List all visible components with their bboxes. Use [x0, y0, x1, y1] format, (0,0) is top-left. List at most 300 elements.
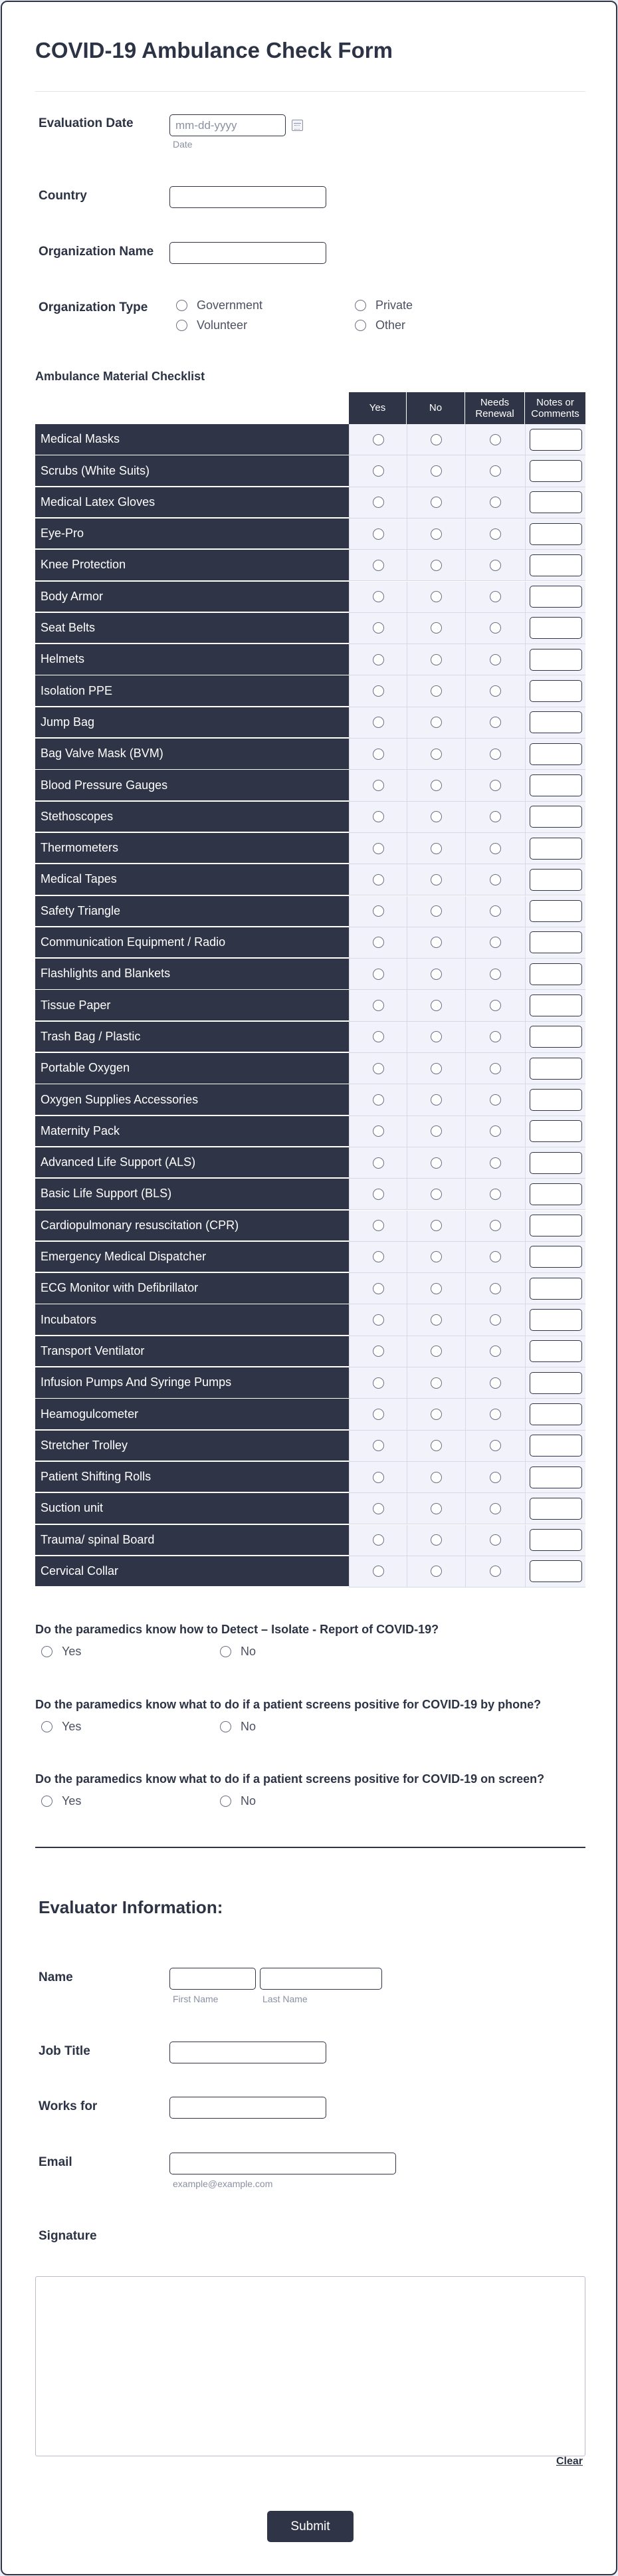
matrix-cell: [349, 1367, 407, 1399]
notes-input[interactable]: [530, 838, 582, 860]
radio-yes[interactable]: [373, 905, 384, 917]
notes-input[interactable]: [530, 1340, 582, 1362]
matrix-cell: [349, 1053, 407, 1084]
notes-input[interactable]: [530, 743, 582, 765]
question-1-option-no[interactable]: [220, 1645, 256, 1659]
radio-yes[interactable]: [373, 560, 384, 571]
radio-no[interactable]: [431, 1063, 442, 1074]
notes-input[interactable]: [530, 1058, 582, 1080]
matrix-cell: [407, 707, 465, 739]
notes-input[interactable]: [530, 1246, 582, 1268]
radio-yes[interactable]: [373, 1283, 384, 1294]
radio-needs-renewal[interactable]: [490, 528, 501, 540]
radio-needs-renewal[interactable]: [490, 1314, 501, 1326]
organization-type-label: Organization Type: [39, 300, 148, 314]
radio-no[interactable]: [431, 622, 442, 634]
country-input[interactable]: [169, 186, 326, 208]
radio-no[interactable]: [431, 1031, 442, 1042]
matrix-cell: [349, 1556, 407, 1587]
notes-input[interactable]: [530, 1309, 582, 1331]
radio-needs-renewal[interactable]: [490, 749, 501, 760]
notes-input[interactable]: [530, 680, 582, 702]
radio-needs-renewal[interactable]: [490, 654, 501, 665]
radio-yes[interactable]: [373, 654, 384, 665]
table-row: [35, 833, 585, 864]
matrix-cell: [525, 424, 585, 455]
radio-no[interactable]: [431, 591, 442, 602]
evaluation-date-input[interactable]: [169, 114, 286, 136]
table-row: [35, 959, 585, 990]
radio-yes[interactable]: [373, 1534, 384, 1546]
table-row: [35, 802, 585, 833]
matrix-cell: [465, 1525, 525, 1556]
signature-pad[interactable]: [35, 2276, 585, 2456]
radio-yes[interactable]: [373, 1063, 384, 1074]
row-label: Cervical Collar: [35, 1556, 349, 1587]
radio-yes[interactable]: [373, 1157, 384, 1169]
radio-no[interactable]: [431, 905, 442, 917]
matrix-cell: [349, 1116, 407, 1147]
email-input[interactable]: [169, 2153, 396, 2174]
matrix-cell: [407, 1525, 465, 1556]
row-label: Communication Equipment / Radio: [35, 927, 349, 958]
matrix-cell: [525, 1304, 585, 1336]
option-label: Yes: [62, 1720, 82, 1733]
notes-input[interactable]: [530, 995, 582, 1016]
column-header-notes: Notes or Comments: [525, 392, 585, 424]
notes-input[interactable]: [530, 1278, 582, 1300]
matrix-cell: [465, 1147, 525, 1179]
matrix-cell: [407, 1242, 465, 1273]
matrix-cell: [407, 1556, 465, 1587]
radio-no[interactable]: [431, 843, 442, 854]
job-title-input[interactable]: [169, 2042, 326, 2063]
notes-input[interactable]: [530, 1560, 582, 1582]
row-label: Stretcher Trolley: [35, 1431, 349, 1461]
radio-needs-renewal[interactable]: [490, 1094, 501, 1106]
radio-needs-renewal[interactable]: [490, 622, 501, 634]
notes-input[interactable]: [530, 429, 582, 451]
radio-no[interactable]: [431, 1125, 442, 1137]
matrix-cell: [349, 582, 407, 613]
radio-needs-renewal[interactable]: [490, 1409, 501, 1420]
table-row: [35, 990, 585, 1021]
radio-yes[interactable]: [373, 1094, 384, 1106]
radio-needs-renewal[interactable]: [490, 1283, 501, 1294]
radio-needs-renewal[interactable]: [490, 843, 501, 854]
notes-input[interactable]: [530, 931, 582, 953]
radio-no[interactable]: [431, 434, 442, 445]
radio-yes[interactable]: [373, 749, 384, 760]
radio-no[interactable]: [431, 874, 442, 885]
radio-needs-renewal[interactable]: [490, 1220, 501, 1231]
radio-yes[interactable]: [373, 1503, 384, 1514]
matrix-cell: [465, 613, 525, 644]
first-name-input[interactable]: [169, 1968, 256, 1990]
radio-yes[interactable]: [373, 1566, 384, 1577]
calendar-icon[interactable]: [292, 120, 303, 131]
table-row: [35, 1084, 585, 1115]
org-type-option-private[interactable]: [355, 298, 413, 312]
radio-yes[interactable]: [373, 843, 384, 854]
question-3-option-no[interactable]: [220, 1794, 256, 1808]
notes-input[interactable]: [530, 617, 582, 639]
notes-input[interactable]: [530, 1026, 582, 1048]
notes-input[interactable]: [530, 1183, 582, 1205]
matrix-cell: [525, 675, 585, 707]
radio-button[interactable]: [220, 1646, 231, 1657]
option-label: No: [241, 1794, 257, 1808]
radio-button[interactable]: [41, 1721, 52, 1732]
radio-yes[interactable]: [373, 969, 384, 980]
notes-input[interactable]: [530, 1529, 582, 1551]
matrix-cell: [349, 802, 407, 833]
notes-input[interactable]: [530, 523, 582, 545]
notes-input[interactable]: [530, 1403, 582, 1425]
radio-needs-renewal[interactable]: [490, 1440, 501, 1451]
matrix-cell: [407, 802, 465, 833]
matrix-cell: [349, 927, 407, 959]
notes-input[interactable]: [530, 806, 582, 828]
matrix-cell: [407, 1022, 465, 1053]
radio-needs-renewal[interactable]: [490, 497, 501, 508]
radio-button[interactable]: [176, 320, 187, 331]
table-row: [35, 550, 585, 581]
org-type-option-volunteer[interactable]: [176, 318, 247, 332]
radio-yes[interactable]: [373, 780, 384, 791]
radio-yes[interactable]: [373, 434, 384, 445]
notes-input[interactable]: [530, 554, 582, 576]
matrix-cell: [349, 1431, 407, 1462]
radio-no[interactable]: [431, 1440, 442, 1451]
matrix-cell: [407, 864, 465, 895]
notes-input[interactable]: [530, 1152, 582, 1174]
radio-needs-renewal[interactable]: [490, 1503, 501, 1514]
row-label: Patient Shifting Rolls: [35, 1462, 349, 1492]
radio-needs-renewal[interactable]: [490, 811, 501, 822]
matrix-cell: [525, 927, 585, 959]
row-label: Infusion Pumps And Syringe Pumps: [35, 1367, 349, 1398]
radio-no[interactable]: [431, 1377, 442, 1389]
radio-yes[interactable]: [373, 528, 384, 540]
matrix-cell: [407, 519, 465, 550]
table-row: [35, 1147, 585, 1179]
table-row: [35, 1462, 585, 1493]
radio-no[interactable]: [431, 1346, 442, 1357]
radio-yes[interactable]: [373, 591, 384, 602]
radio-no[interactable]: [431, 1534, 442, 1546]
radio-yes[interactable]: [373, 874, 384, 885]
matrix-cell: [525, 1462, 585, 1493]
radio-yes[interactable]: [373, 1377, 384, 1389]
radio-needs-renewal[interactable]: [490, 1566, 501, 1577]
radio-button[interactable]: [176, 300, 187, 311]
question-1-text: Do the paramedics know how to Detect – Isolate - Report of COVID-19?: [35, 1623, 439, 1636]
radio-no[interactable]: [431, 749, 442, 760]
radio-needs-renewal[interactable]: [490, 1189, 501, 1200]
radio-needs-renewal[interactable]: [490, 937, 501, 948]
matrix-cell: [349, 896, 407, 927]
radio-yes[interactable]: [373, 1031, 384, 1042]
email-sublabel: example@example.com: [173, 2178, 273, 2189]
submit-button[interactable]: Submit: [267, 2511, 354, 2542]
notes-input[interactable]: [530, 1466, 582, 1488]
matrix-cell: [465, 1179, 525, 1210]
radio-needs-renewal[interactable]: [490, 1534, 501, 1546]
row-label: Trauma/ spinal Board: [35, 1525, 349, 1556]
row-label: Stethoscopes: [35, 802, 349, 832]
row-label: Maternity Pack: [35, 1116, 349, 1147]
table-row: [35, 1556, 585, 1587]
matrix-cell: [465, 864, 525, 895]
row-label: Incubators: [35, 1304, 349, 1335]
matrix-cell: [407, 959, 465, 990]
question-2-option-no[interactable]: [220, 1720, 256, 1734]
notes-input[interactable]: [530, 869, 582, 891]
radio-no[interactable]: [431, 1220, 442, 1231]
works-for-input[interactable]: [169, 2097, 326, 2119]
option-label: Private: [375, 298, 413, 312]
notes-input[interactable]: [530, 1372, 582, 1394]
radio-no[interactable]: [431, 654, 442, 665]
radio-no[interactable]: [431, 497, 442, 508]
matrix-cell: [349, 1462, 407, 1493]
radio-needs-renewal[interactable]: [490, 1125, 501, 1137]
radio-button[interactable]: [220, 1796, 231, 1807]
radio-needs-renewal[interactable]: [490, 905, 501, 917]
notes-input[interactable]: [530, 963, 582, 985]
notes-input[interactable]: [530, 774, 582, 796]
radio-needs-renewal[interactable]: [490, 685, 501, 697]
radio-yes[interactable]: [373, 937, 384, 948]
notes-input[interactable]: [530, 1435, 582, 1457]
organization-name-input[interactable]: [169, 242, 326, 264]
matrix-cell: [465, 1556, 525, 1587]
matrix-cell: [465, 707, 525, 739]
matrix-cell: [407, 1493, 465, 1524]
matrix-cell: [525, 833, 585, 864]
row-label: Eye-Pro: [35, 519, 349, 549]
radio-needs-renewal[interactable]: [490, 780, 501, 791]
option-label: No: [241, 1645, 257, 1658]
question-2-text: Do the paramedics know what to do if a patient screens positive for COVID-19 by phone?: [35, 1698, 542, 1711]
notes-input[interactable]: [530, 460, 582, 482]
radio-no[interactable]: [431, 1409, 442, 1420]
row-label: Flashlights and Blankets: [35, 959, 349, 989]
radio-yes[interactable]: [373, 1409, 384, 1420]
radio-no[interactable]: [431, 1251, 442, 1262]
matrix-cell: [407, 896, 465, 927]
radio-needs-renewal[interactable]: [490, 465, 501, 477]
question-2-option-yes[interactable]: [41, 1720, 81, 1734]
matrix-cell: [407, 1273, 465, 1304]
radio-no[interactable]: [431, 717, 442, 728]
radio-no[interactable]: [431, 560, 442, 571]
matrix-cell: [349, 1242, 407, 1273]
matrix-cell: [349, 487, 407, 519]
matrix-cell: [465, 802, 525, 833]
matrix-cell: [407, 1304, 465, 1336]
notes-input[interactable]: [530, 586, 582, 608]
radio-no[interactable]: [431, 1189, 442, 1200]
radio-no[interactable]: [431, 1566, 442, 1577]
radio-no[interactable]: [431, 780, 442, 791]
signature-label: Signature: [39, 2229, 97, 2243]
radio-needs-renewal[interactable]: [490, 560, 501, 571]
table-row: [35, 424, 585, 455]
table-row: [35, 1336, 585, 1367]
form-title: COVID-19 Ambulance Check Form: [35, 38, 393, 62]
radio-needs-renewal[interactable]: [490, 1346, 501, 1357]
matrix-cell: [407, 1179, 465, 1210]
matrix-cell: [349, 707, 407, 739]
table-row: [35, 519, 585, 550]
checklist-heading: Ambulance Material Checklist: [35, 370, 205, 383]
matrix-cell: [525, 1525, 585, 1556]
radio-no[interactable]: [431, 811, 442, 822]
radio-needs-renewal[interactable]: [490, 969, 501, 980]
radio-no[interactable]: [431, 1094, 442, 1106]
radio-needs-renewal[interactable]: [490, 717, 501, 728]
radio-button[interactable]: [355, 320, 366, 331]
clear-signature-link[interactable]: Clear: [556, 2456, 583, 2467]
table-row: [35, 1399, 585, 1430]
notes-input[interactable]: [530, 491, 582, 513]
matrix-cell: [407, 1116, 465, 1147]
radio-yes[interactable]: [373, 685, 384, 697]
org-type-option-other[interactable]: [355, 318, 405, 332]
table-row: [35, 707, 585, 739]
radio-yes[interactable]: [373, 1000, 384, 1011]
matrix-cell: [349, 1084, 407, 1115]
radio-yes[interactable]: [373, 811, 384, 822]
radio-needs-renewal[interactable]: [490, 1000, 501, 1011]
radio-no[interactable]: [431, 1314, 442, 1326]
notes-input[interactable]: [530, 1215, 582, 1236]
radio-needs-renewal[interactable]: [490, 591, 501, 602]
radio-yes[interactable]: [373, 1220, 384, 1231]
table-row: [35, 487, 585, 519]
row-label: Thermometers: [35, 833, 349, 864]
notes-input[interactable]: [530, 900, 582, 922]
question-3-option-yes[interactable]: [41, 1794, 81, 1808]
radio-needs-renewal[interactable]: [490, 1472, 501, 1483]
matrix-cell: [525, 1367, 585, 1399]
radio-yes[interactable]: [373, 1346, 384, 1357]
radio-needs-renewal[interactable]: [490, 1251, 501, 1262]
matrix-cell: [465, 675, 525, 707]
table-row: [35, 1211, 585, 1242]
matrix-cell: [407, 1399, 465, 1430]
radio-button[interactable]: [41, 1796, 52, 1807]
radio-yes[interactable]: [373, 1440, 384, 1451]
matrix-cell: [407, 487, 465, 519]
question-1-option-yes[interactable]: [41, 1645, 81, 1659]
matrix-cell: [525, 1431, 585, 1462]
radio-yes[interactable]: [373, 622, 384, 634]
matrix-cell: [465, 487, 525, 519]
radio-no[interactable]: [431, 1283, 442, 1294]
last-name-sublabel: Last Name: [262, 1994, 308, 2004]
matrix-cell: [349, 1493, 407, 1524]
radio-no[interactable]: [431, 528, 442, 540]
table-row: [35, 675, 585, 707]
works-for-label: Works for: [39, 2099, 98, 2113]
radio-needs-renewal[interactable]: [490, 434, 501, 445]
notes-input[interactable]: [530, 1498, 582, 1520]
radio-no[interactable]: [431, 685, 442, 697]
radio-yes[interactable]: [373, 465, 384, 477]
table-row: [35, 613, 585, 644]
matrix-cell: [407, 1211, 465, 1242]
organization-name-label: Organization Name: [39, 245, 154, 259]
matrix-cell: [349, 739, 407, 770]
radio-needs-renewal[interactable]: [490, 1031, 501, 1042]
notes-input[interactable]: [530, 1089, 582, 1111]
option-label: Yes: [62, 1794, 82, 1808]
matrix-cell: [525, 739, 585, 770]
row-label: Bag Valve Mask (BVM): [35, 739, 349, 769]
radio-needs-renewal[interactable]: [490, 1063, 501, 1074]
table-row: [35, 644, 585, 675]
radio-no[interactable]: [431, 465, 442, 477]
row-label: Medical Latex Gloves: [35, 487, 349, 518]
radio-needs-renewal[interactable]: [490, 1157, 501, 1169]
first-name-sublabel: First Name: [173, 1994, 219, 2004]
radio-yes[interactable]: [373, 1472, 384, 1483]
radio-no[interactable]: [431, 1000, 442, 1011]
table-row: [35, 1367, 585, 1399]
radio-yes[interactable]: [373, 1251, 384, 1262]
matrix-cell: [525, 1556, 585, 1587]
evaluation-date-label: Evaluation Date: [39, 116, 134, 130]
notes-input[interactable]: [530, 1120, 582, 1142]
radio-needs-renewal[interactable]: [490, 874, 501, 885]
radio-no[interactable]: [431, 1157, 442, 1169]
notes-input[interactable]: [530, 711, 582, 733]
table-row: [35, 864, 585, 895]
radio-button[interactable]: [220, 1721, 231, 1732]
row-label: Cardiopulmonary resuscitation (CPR): [35, 1211, 349, 1241]
matrix-cell: [465, 1242, 525, 1273]
row-label: Jump Bag: [35, 707, 349, 738]
matrix-cell: [465, 1211, 525, 1242]
radio-button[interactable]: [41, 1646, 52, 1657]
org-type-option-government[interactable]: [176, 298, 262, 312]
radio-yes[interactable]: [373, 717, 384, 728]
radio-no[interactable]: [431, 1472, 442, 1483]
radio-yes[interactable]: [373, 1314, 384, 1326]
radio-yes[interactable]: [373, 1189, 384, 1200]
radio-yes[interactable]: [373, 1125, 384, 1137]
table-row: [35, 1053, 585, 1084]
country-label: Country: [39, 189, 87, 203]
matrix-cell: [525, 1242, 585, 1273]
matrix-cell: [349, 1022, 407, 1053]
table-row: [35, 927, 585, 959]
last-name-input[interactable]: [260, 1968, 382, 1990]
radio-no[interactable]: [431, 937, 442, 948]
radio-yes[interactable]: [373, 497, 384, 508]
radio-no[interactable]: [431, 1503, 442, 1514]
radio-button[interactable]: [355, 300, 366, 311]
radio-no[interactable]: [431, 969, 442, 980]
radio-needs-renewal[interactable]: [490, 1377, 501, 1389]
matrix-cell: [465, 959, 525, 990]
notes-input[interactable]: [530, 649, 582, 671]
matrix-cell: [407, 644, 465, 675]
matrix-cell: [349, 675, 407, 707]
